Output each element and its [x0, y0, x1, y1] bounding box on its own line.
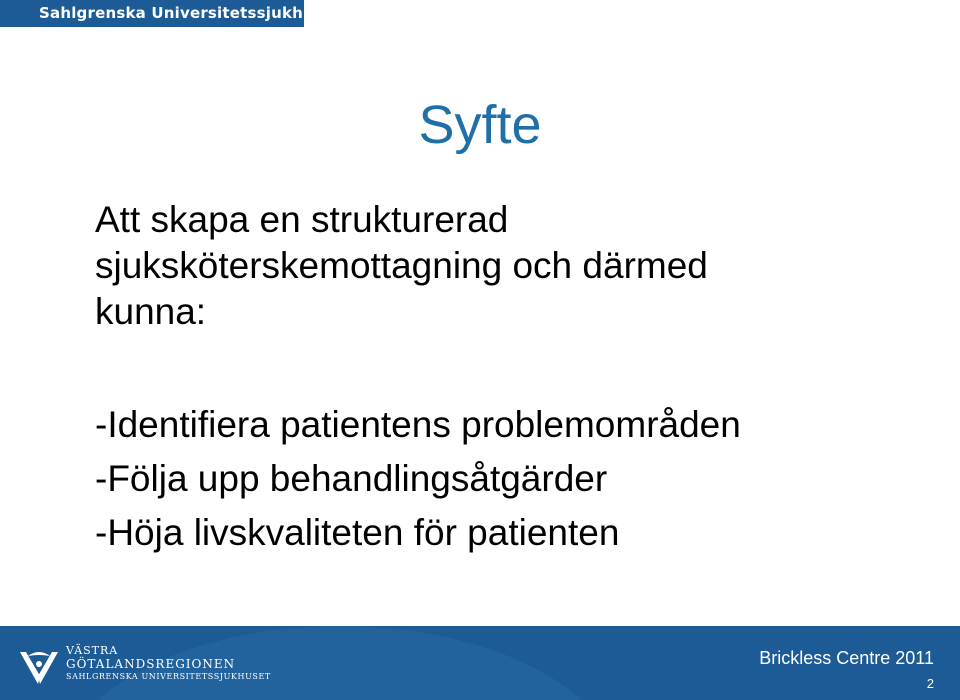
- footer-credit: Brickless Centre 2011: [759, 648, 934, 668]
- bullet-item: -Höja livskvaliteten för patienten: [95, 512, 620, 553]
- footer-band: [0, 626, 960, 700]
- bullet-list: [95, 398, 935, 560]
- intro-line: Att skapa en strukturerad: [95, 199, 509, 240]
- logo-line: GÖTALANDSREGIONEN: [66, 657, 236, 671]
- vgr-logo: [18, 644, 271, 694]
- intro-line: sjuksköterskemottagning och därmed: [95, 245, 708, 286]
- header-brand-text: Sahlgrenska Universitetssjukhuset: [39, 4, 341, 22]
- intro-text: [95, 197, 895, 335]
- bullet-item: -Följa upp behandlingsåtgärder: [95, 458, 608, 499]
- slide-title: Syfte: [418, 95, 542, 155]
- vgr-logo-icon: [18, 646, 60, 688]
- page-number: 2: [926, 676, 934, 691]
- intro-line: kunna:: [95, 291, 207, 332]
- logo-line: VÄSTRA: [66, 644, 119, 657]
- bullet-item: -Identifiera patientens problemområden: [95, 404, 741, 445]
- header-brand-band: [0, 0, 341, 27]
- logo-line: SAHLGRENSKA UNIVERSITETSSJUKHUSET: [66, 672, 271, 681]
- vgr-logo-text: [66, 644, 271, 683]
